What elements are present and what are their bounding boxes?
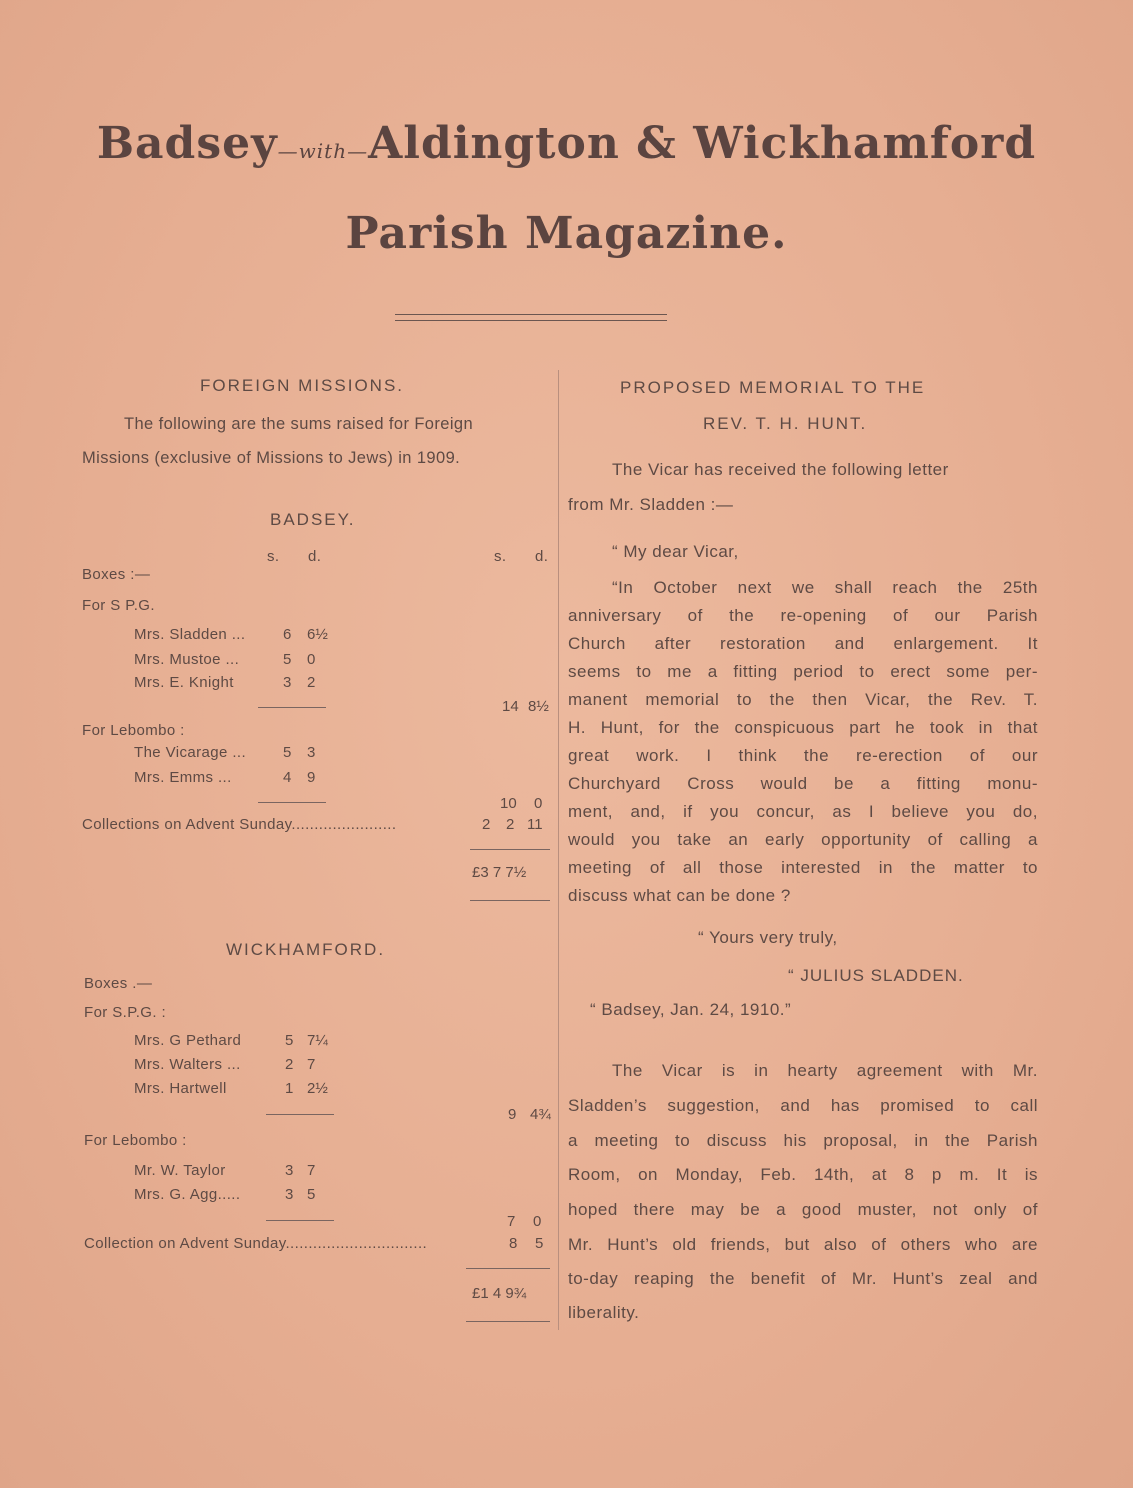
badsey-lebombo-item-d: 3 [307,744,316,761]
badsey-lebombo-label: For Lebombo : [82,722,185,739]
masthead-aldington-wickhamford: Aldington & Wickhamford [368,118,1037,169]
memorial-followup-line: a meeting to discuss his proposal, in the Parish [568,1131,1038,1150]
badsey-lebombo-item-s: 5 [283,744,292,761]
wickhamford-lebombo-item-name: Mr. W. Taylor [134,1162,226,1179]
memorial-followup-line: Sladden’s suggestion, and has promised to call [568,1096,1038,1115]
memorial-letter-line: Churchyard Cross would be a fitting monu- [568,774,1038,793]
wickhamford-spg-item-s: 2 [285,1056,294,1073]
memorial-dateline: “ Badsey, Jan. 24, 1910.” [590,1000,792,1019]
memorial-letter-line: Church after restoration and enlargement. It [568,634,1038,653]
masthead-badsey: Badsey [96,118,278,169]
memorial-followup-line: The Vicar is in hearty agreement with Mr. [612,1061,1038,1080]
wickhamford-total-rule-top [466,1268,550,1269]
badsey-lebombo-total-s: 10 [500,795,517,812]
wickhamford-lebombo-item-d: 5 [307,1186,316,1203]
badsey-collection-s: 2 [506,816,515,833]
badsey-col-d2: d. [535,548,549,565]
wickhamford-lebombo-subtotal-rule [266,1220,334,1221]
column-divider [558,370,559,1330]
badsey-spg-item-name: Mrs. Mustoe ... [134,651,240,668]
badsey-heading: BADSEY. [270,510,356,529]
wickhamford-spg-item-name: Mrs. Hartwell [134,1080,227,1097]
badsey-lebombo-item-s: 4 [283,769,292,786]
memorial-heading-line2: REV. T. H. HUNT. [703,414,868,433]
memorial-followup-line: Mr. Hunt’s old friends, but also of others who are [568,1235,1038,1254]
badsey-total-rule-bottom [470,900,550,901]
wickhamford-spg-item-d: 2½ [307,1080,328,1097]
wickhamford-collection-label: Collection on Advent Sunday............................... [84,1235,428,1252]
badsey-grand-total: £3 7 7½ [472,864,527,881]
wickhamford-lebombo-item-s: 3 [285,1162,294,1179]
badsey-spg-item-s: 5 [283,651,292,668]
badsey-spg-item-s: 3 [283,674,292,691]
foreign-missions-heading: FOREIGN MISSIONS. [200,376,405,395]
badsey-spg-total-s: 14 [502,698,519,715]
masthead-rule-top [395,314,667,315]
memorial-heading-line1: PROPOSED MEMORIAL TO THE [620,378,926,397]
badsey-spg-subtotal-rule [258,707,326,708]
wickhamford-lebombo-item-name: Mrs. G. Agg..... [134,1186,241,1203]
badsey-lebombo-total-d: 0 [534,795,543,812]
memorial-followup-line: liberality. [568,1303,640,1322]
memorial-followup-line: Room, on Monday, Feb. 14th, at 8 p m. It is [568,1165,1038,1184]
badsey-spg-item-name: Mrs. Sladden ... [134,626,246,643]
wickhamford-spg-item-d: 7¼ [307,1032,328,1049]
memorial-letter-line: would you take an early opportunity of calling a [568,830,1038,849]
masthead-title-line2: Parish Magazine. [345,208,788,259]
badsey-spg-item-d: 6½ [307,626,328,643]
badsey-spg-total-d: 8½ [528,698,549,715]
wickhamford-collection-s: 8 [509,1235,518,1252]
badsey-col-s: s. [267,548,280,565]
badsey-lebombo-item-name: The Vicarage ... [134,744,247,761]
masthead-with: with [298,139,348,163]
memorial-salutation: “ My dear Vicar, [612,542,739,561]
memorial-letter-line: meeting of all those interested in the matter to [568,858,1038,877]
masthead-title-line1: Badsey—with—Aldington & Wickhamford [96,118,1037,169]
wickhamford-lebombo-total-d: 0 [533,1213,542,1230]
wickhamford-spg-item-s: 5 [285,1032,294,1049]
wickhamford-spg-item-s: 1 [285,1080,294,1097]
memorial-followup-line: hoped there may be a good muster, not only of [568,1200,1038,1219]
masthead-rule-bottom [395,320,667,321]
badsey-collection-label: Collections on Advent Sunday....................... [82,816,397,833]
wickhamford-lebombo-item-s: 3 [285,1186,294,1203]
badsey-col-s2: s. [494,548,507,565]
wickhamford-grand-total: £1 4 9¾ [472,1285,527,1302]
wickhamford-heading: WICKHAMFORD. [226,940,386,959]
wickhamford-spg-item-name: Mrs. G Pethard [134,1032,242,1049]
memorial-letter-line: great work. I think the re-erection of our [568,746,1038,765]
badsey-lebombo-item-name: Mrs. Emms ... [134,769,232,786]
wickhamford-collection-d: 5 [535,1235,544,1252]
badsey-total-rule-top [470,849,550,850]
foreign-missions-intro-line1: The following are the sums raised for Foreign [124,415,474,433]
wickhamford-total-rule-bottom [466,1321,550,1322]
badsey-col-d: d. [308,548,322,565]
badsey-boxes-label: Boxes :— [82,566,151,583]
memorial-signature: “ JULIUS SLADDEN. [788,966,964,985]
memorial-closing: “ Yours very truly, [698,928,838,947]
memorial-letter-line: manent memorial to the then Vicar, the Rev. T. [568,690,1038,709]
memorial-intro-line1: The Vicar has received the following letter [612,460,949,479]
wickhamford-lebombo-item-d: 7 [307,1162,316,1179]
badsey-collection-d: 11 [527,816,543,833]
badsey-collection-l: 2 [482,816,491,833]
wickhamford-lebombo-label: For Lebombo : [84,1132,187,1149]
wickhamford-lebombo-total-s: 7 [507,1213,516,1230]
memorial-letter-line: anniversary of the re-opening of our Parish [568,606,1038,625]
wickhamford-boxes-label: Boxes .— [84,975,153,992]
wickhamford-spg-item-d: 7 [307,1056,316,1073]
badsey-lebombo-item-d: 9 [307,769,316,786]
memorial-letter-line: discuss what can be done ? [568,886,791,905]
badsey-spg-item-s: 6 [283,626,292,643]
memorial-letter-line: H. Hunt, for the conspicuous part he took in that [568,718,1038,737]
wickhamford-spg-label: For S.P.G. : [84,1004,167,1021]
memorial-letter-line: “In October next we shall reach the 25th [612,578,1038,597]
badsey-spg-item-d: 0 [307,651,316,668]
memorial-followup-line: to-day reaping the benefit of Mr. Hunt’s zeal and [568,1269,1038,1288]
badsey-spg-item-d: 2 [307,674,316,691]
wickhamford-spg-subtotal-rule [266,1114,334,1115]
wickhamford-spg-total-s: 9 [508,1106,517,1123]
badsey-spg-item-name: Mrs. E. Knight [134,674,234,691]
memorial-letter-line: seems to me a fitting period to erect some per- [568,662,1038,681]
wickhamford-spg-item-name: Mrs. Walters ... [134,1056,241,1073]
wickhamford-spg-total-d: 4¾ [530,1106,551,1123]
badsey-spg-label: For S P.G. [82,597,155,614]
memorial-letter-line: ment, and, if you concur, as I believe you do, [568,802,1038,821]
memorial-intro-line2: from Mr. Sladden :— [568,495,734,514]
badsey-lebombo-subtotal-rule [258,802,326,803]
foreign-missions-intro-line2: Missions (exclusive of Missions to Jews) in 1909. [82,449,461,467]
